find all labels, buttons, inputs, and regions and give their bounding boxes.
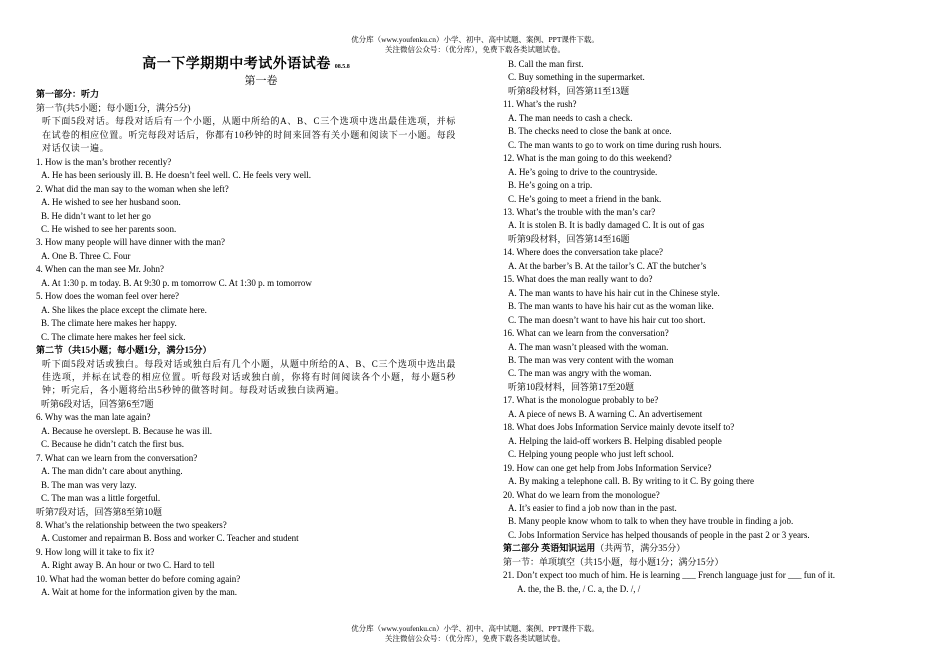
question-line: 2. What did the man say to the woman when she left?: [36, 183, 229, 194]
answer-option-line: A. Customer and repairman B. Boss and worker C. Teacher and student: [41, 533, 299, 544]
question-line: 1. How is the man’s brother recently?: [36, 156, 172, 167]
answer-option-line: 听第6段对话，回答第6至7题: [41, 398, 154, 409]
answer-option-line: C. The man doesn’t want to have his hair cut too short.: [508, 314, 706, 325]
answer-option-line: A. He’s going to drive to the countryside.: [508, 166, 658, 177]
answer-option-line: A. Helping the laid-off workers B. Helping disabled people: [508, 435, 722, 446]
answer-option-line: A. At the barber’s B. At the tailor’s C. AT the butcher’s: [508, 260, 707, 271]
answer-option-line: B. The man was very content with the woman: [508, 354, 674, 365]
answer-option-line: A. At 1:30 p. m today. B. At 9:30 p. m tomorrow C. At 1:30 p. m tomorrow: [41, 277, 312, 288]
answer-option-line: B. The man was very lazy.: [41, 479, 137, 490]
answer-option-line: B. He didn’t want to let her go: [41, 210, 151, 221]
question-line: 9. How long will it take to fix it?: [36, 546, 155, 557]
answer-option-line: B. The checks need to close the bank at once.: [508, 126, 672, 137]
answer-option-line: A. Right away B. An hour or two C. Hard to tell: [41, 560, 215, 571]
answer-option-line: A. The man didn’t care about anything.: [41, 466, 183, 477]
question-line: 3. How many people will have dinner with the man?: [36, 237, 225, 248]
question-line: 10. What had the woman better do before coming again?: [36, 573, 241, 584]
question-line: 17. What is the monologue probably to be?: [503, 395, 659, 406]
answer-option-line: A. A piece of news B. A warning C. An advertisement: [508, 408, 703, 419]
answer-option-line: C. Jobs Information Service has helped thousands of people in the past 2 or 3 years.: [508, 529, 810, 540]
answer-option-line: C. The man wants to go to work on time during rush hours.: [508, 139, 722, 150]
footer-line-1: 优分库（www.youfenku.cn）小学、初中、高中试题、案例、PPT课件下载。: [351, 624, 599, 633]
instruction-paragraph: 听下面5段对话。每段对话后有一个小题，从题中所给的A、B、C三个选项中选出最佳选项，并标在试卷的相应位置。听完每段对话后，你都有10秒钟的时间来回答有关小题和阅读下一小题。每段对话仅读一遍。: [42, 116, 456, 154]
answer-option-line: C. He’s going to meet a friend in the bank.: [508, 193, 662, 204]
question-line: 听第7段对话，回答第8至第10题: [36, 506, 163, 517]
left-text-lines: [36, 88, 456, 599]
answer-option-line: A. She likes the place except the climate here.: [41, 304, 207, 315]
question-line: 15. What does the man really want to do?: [503, 274, 653, 285]
answer-option-line: C. He wished to see her parents soon.: [41, 223, 177, 234]
question-line: 14. Where does the conversation take place?: [503, 247, 664, 258]
answer-option-line: 听第9段材料，回答第14至16题: [508, 233, 630, 244]
header-line-1: 优分库（www.youfenku.cn）小学、初中、高中试题、案例、PPT课件下载。: [351, 35, 599, 44]
section-heading: 第一部分：听力: [36, 89, 100, 100]
footer-line-2: 关注微信公众号：（优分库），免费下载各类试题试卷。: [385, 634, 565, 643]
question-line: 5. How does the woman feel over here?: [36, 291, 179, 302]
question-line: 4. When can the man see Mr. John?: [36, 264, 165, 275]
answer-option-line: A. By making a telephone call. B. By writing to it C. By going there: [508, 476, 754, 487]
answer-option-line: A. Wait at home for the information given by the man.: [41, 587, 238, 598]
question-line: 8. What’s the relationship between the two speakers?: [36, 519, 227, 530]
exam-title-block: [36, 58, 456, 74]
answer-option-line: B. Call the man first.: [508, 59, 584, 69]
answer-option-line: C. Buy something in the supermarket.: [508, 72, 645, 83]
question-line: 18. What does Jobs Information Service mainly devote itself to?: [503, 422, 735, 433]
answer-option-line: A. the, the B. the, / C. a, the D. /, /: [517, 583, 641, 594]
question-line: 第一节(共5小题；每小题1分，满分5分): [36, 102, 191, 113]
answer-option-line: A. It’s easier to find a job now than in the past.: [508, 502, 677, 513]
question-line: 12. What is the man going to do this weekend?: [503, 153, 672, 164]
exam-date: 08.5.8: [334, 64, 350, 70]
answer-option-line: 听第10段材料，回答第17至20题: [508, 381, 635, 392]
question-line: 第一节：单项填空（共15小题，每小题1分；满分15分）: [503, 556, 724, 567]
answer-option-line: C. The climate here makes her feel sick.: [41, 331, 186, 342]
answer-option-line: 听第8段材料，回答第11至13题: [508, 85, 630, 96]
question-line: 19. How can one get help from Jobs Information Service?: [503, 462, 712, 473]
answer-option-line: A. The man wasn’t pleased with the woman.: [508, 341, 669, 352]
answer-option-line: B. The man wants to have his hair cut as the woman like.: [508, 301, 714, 312]
question-line: 16. What can we learn from the conversation?: [503, 328, 669, 339]
answer-option-line: A. It is stolen B. It is badly damaged C. It is out of gas: [508, 220, 705, 231]
left-column: [36, 58, 456, 600]
answer-option-line: C. Helping young people who just left school.: [508, 449, 674, 460]
answer-option-line: C. The man was angry with the woman.: [508, 368, 652, 379]
instruction-paragraph: 听下面5段对话或独白。每段对话或独白后有几个小题，从题中所给的A、B、C三个选项中选出最佳选项，并标在试卷的相应位置。听每段对话或独白前，你将有时间阅读各个小题，每小题5秒钟；听完后，各小题将给出5秒钟的做答时间。每段对话或独白读两遍。: [42, 358, 456, 396]
question-line: 7. What can we learn from the conversation?: [36, 452, 198, 463]
answer-option-line: A. Because he overslept. B. Because he was ill.: [41, 425, 212, 436]
answer-option-line: A. He has been seriously ill. B. He doesn’t feel well. C. He feels very well.: [41, 170, 312, 181]
answer-option-line: A. He wished to see her husband soon.: [41, 197, 181, 208]
answer-option-line: B. Many people know whom to talk to when they have trouble in finding a job.: [508, 516, 794, 527]
section-heading-note: （共两节，满分35分）: [595, 543, 686, 554]
header-line-2: 关注微信公众号：（优分库），免费下载各类试题试卷。: [385, 45, 565, 54]
answer-option-line: C. The man was a little forgetful.: [41, 493, 161, 504]
section-heading: 第二节（共15小题；每小题1分，满分15分）: [36, 345, 212, 356]
right-text-lines: [503, 58, 913, 596]
question-line: 13. What’s the trouble with the man’s car?: [503, 206, 656, 217]
section-heading-bold: 第二部分 英语知识运用: [503, 543, 596, 554]
answer-option-line: B. He’s going on a trip.: [508, 180, 593, 191]
section-heading: [503, 542, 913, 555]
right-column: [503, 58, 913, 596]
answer-option-line: A. One B. Three C. Four: [41, 250, 131, 261]
question-line: 20. What do we learn from the monologue?: [503, 489, 660, 500]
page-header: [0, 35, 950, 55]
answer-option-line: A. The man wants to have his hair cut in the Chinese style.: [508, 287, 720, 298]
answer-option-line: A. The man needs to cash a check.: [508, 112, 633, 123]
answer-option-line: C. Because he didn’t catch the first bus.: [41, 439, 185, 450]
question-line: 11. What’s the rush?: [503, 99, 577, 110]
volume-label: 第一卷: [244, 75, 278, 88]
question-line: 6. Why was the man late again?: [36, 412, 151, 423]
exam-title: 高一下学期期中考试外语试卷: [142, 57, 331, 72]
page-footer: [0, 624, 950, 644]
question-line: 21. Don’t expect too much of him. He is learning ___ French language just for ___ fun of it.: [503, 570, 836, 581]
answer-option-line: B. The climate here makes her happy.: [41, 318, 177, 329]
